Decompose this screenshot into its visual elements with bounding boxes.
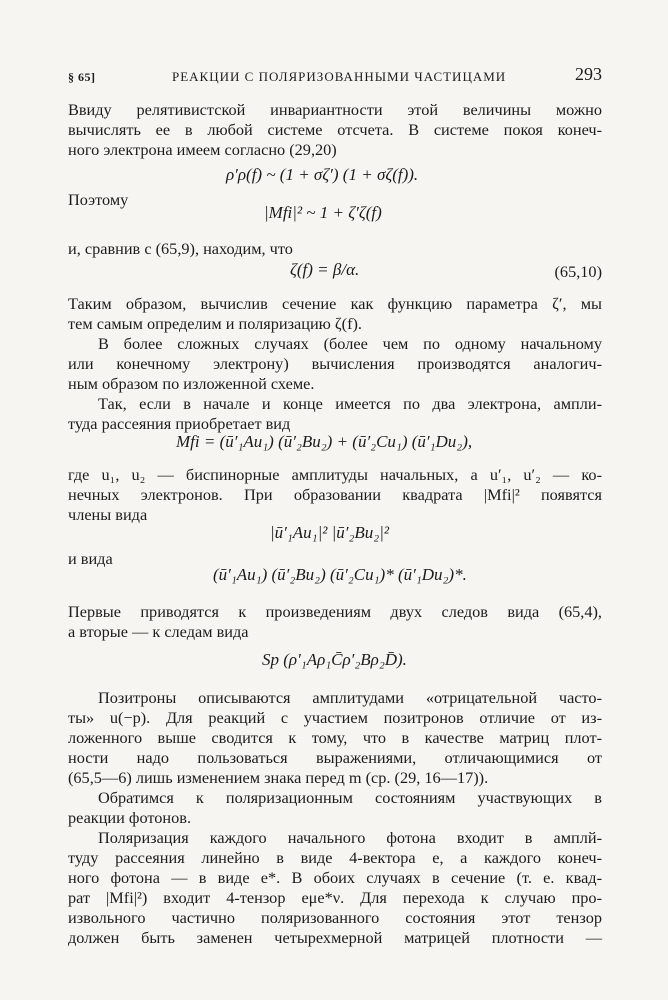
header-title: РЕАКЦИИ С ПОЛЯРИЗОВАННЫМИ ЧАСТИЦАМИ	[172, 69, 507, 84]
text-line: нечных электронов. При образовании квадрата |Mfi|² появятся	[68, 485, 602, 504]
page-number: 293	[575, 64, 602, 84]
equation-4: Mfi = (ū′₁Au₁) (ū′₂Bu₂) + (ū′₂Cu₁) (ū′₁Du₂),	[176, 432, 473, 451]
equation-5: |ū′₁Au₁|² |ū′₂Bu₂|²	[270, 523, 389, 542]
header-section: § 65]	[68, 70, 96, 84]
text-line: Первые приводятся к произведениям двух следов вида (65,4),	[68, 602, 602, 621]
text-line: Обратимся к поляризационным состояниям участвующих в	[98, 788, 602, 807]
text-line: Поляризация каждого начального фотона входит в амплй-	[98, 828, 602, 847]
text-line: а вторые — к следам вида	[68, 622, 249, 641]
equation-3-number: (65,10)	[554, 262, 602, 281]
text-line: и, сравнив с (65,9), находим, что	[68, 239, 293, 258]
text-line: и вида	[68, 549, 113, 568]
text-line: должен быть заменен четырехмерной матрицей плотности —	[68, 928, 602, 947]
text-line: ложенного выше сводится к тому, что в качестве матриц плот-	[68, 728, 602, 747]
text-line: члены вида	[68, 505, 148, 524]
equation-1: ρ′ρ(f) ~ (1 + σζ′) (1 + σζ(f)).	[226, 165, 419, 184]
text-line: Позитроны описываются амплитудами «отрицательной часто-	[98, 688, 602, 707]
text-line: ного электрона имеем согласно (29,20)	[68, 140, 337, 159]
equation-2: |Mfi|² ~ 1 + ζ′ζ(f)	[264, 203, 382, 222]
text-line: тем самым определим и поляризацию ζ(f).	[68, 314, 362, 333]
text-line: Ввиду релятивистской инвариантности этой величины можно	[68, 100, 602, 119]
text-line: ным образом по изложенной схеме.	[68, 374, 315, 393]
text-line: ного фотона — в виде e*. В обоих случаях в сечение (т. е. квад-	[68, 868, 602, 887]
text-line: реакции фотонов.	[68, 808, 192, 827]
text-line: Поэтому	[68, 190, 129, 209]
text-line: где u₁, u₂ — биспинорные амплитуды начальных, а u′₁, u′₂ — ко-	[68, 465, 602, 484]
text-line: туда рассеяния приобретает вид	[68, 414, 291, 433]
text-line: ности надо пользоваться выражениями, отличающимися от	[68, 748, 602, 767]
text-line: Таким образом, вычислив сечение как функцию параметра ζ′, мы	[68, 294, 602, 313]
text-line: туду рассеяния линейно в виде 4-вектора e, а каждого конеч-	[68, 848, 602, 867]
text-line: В более сложных случаях (более чем по одному начальному	[98, 334, 602, 353]
text-line: Так, если в начале и конце имеется по два электрона, ампли-	[98, 394, 602, 413]
running-header	[68, 64, 602, 86]
equation-6: (ū′₁Au₁) (ū′₂Bu₂) (ū′₂Cu₁)* (ū′₁Du₂)*.	[213, 565, 467, 584]
equation-7: Sp (ρ′₁Aρ₁C̄ρ′₂Bρ₂D̄).	[262, 650, 407, 669]
equation-3: ζ(f) = β/α.	[290, 260, 360, 279]
text-line: или конечному электрону) вычисления производятся аналогич-	[68, 354, 602, 373]
text-line: ты» u(−p). Для реакций с участием позитронов отличие от из-	[68, 708, 602, 727]
text-line: (65,5—6) лишь изменением знака перед m (ср. (29, 16—17)).	[68, 768, 489, 787]
text-line: вычислять ее в любой системе отсчета. В системе покоя конеч-	[68, 120, 602, 139]
text-line: извольного частично поляризованного состояния этот тензор	[68, 908, 602, 927]
text-line: рат |Mfi|²) входит 4-тензор eμe*ν. Для перехода к случаю про-	[68, 888, 602, 907]
